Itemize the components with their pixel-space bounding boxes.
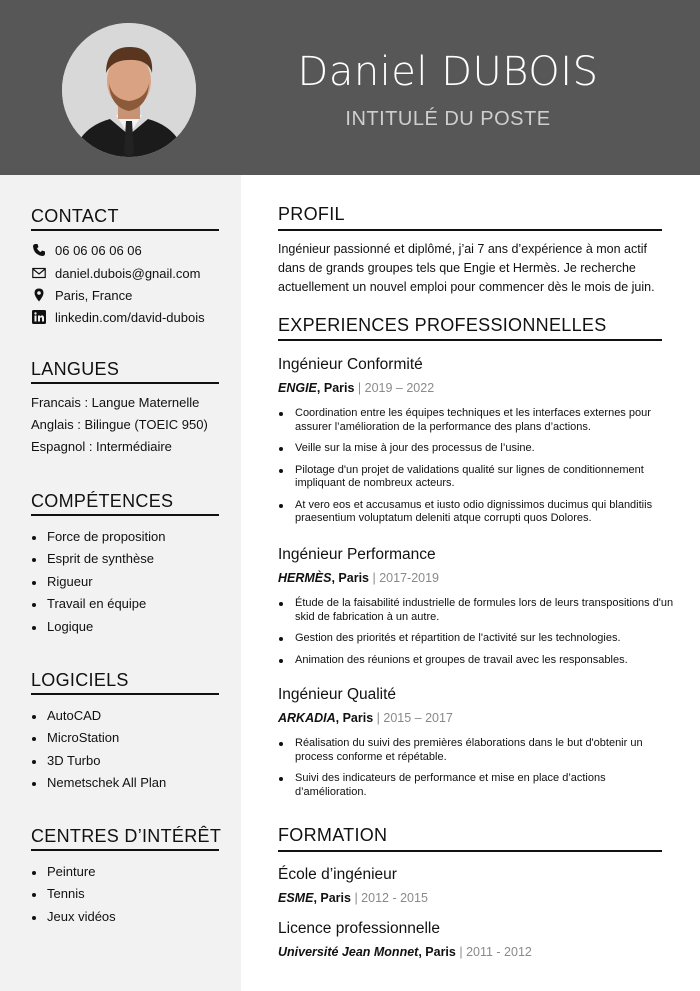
location-pin-icon	[32, 288, 46, 302]
meta-separator: |	[455, 945, 467, 959]
list-item: At vero eos et accusamus et iusto odio dignissimos ducimus qui blanditiis praesentium voluptatum deleniti atque corrupti quos Dolores.	[278, 499, 678, 526]
software-list	[31, 705, 166, 795]
experience-bullets	[278, 597, 678, 675]
experience-meta	[278, 571, 439, 585]
profil-heading: PROFIL	[278, 204, 345, 224]
mail-icon	[32, 266, 46, 280]
school-name: Université Jean Monnet	[278, 945, 419, 959]
list-item: Tennis	[31, 883, 116, 905]
company-city: , Paris	[316, 381, 355, 395]
experiences-heading: EXPERIENCES PROFESSIONNELLES	[278, 315, 607, 335]
interests-list	[31, 861, 116, 928]
experience-dates: 2017-2019	[379, 571, 439, 585]
experience-dates: 2015 – 2017	[383, 711, 453, 725]
meta-separator: |	[373, 711, 384, 725]
list-item: Suivi des indicateurs de performance et mise en place d’actions d’amélioration.	[278, 772, 678, 799]
formation-dates: 2012 - 2015	[361, 891, 428, 905]
list-item: AutoCAD	[31, 705, 166, 727]
language-item: Anglais : Bilingue (TOEIC 950)	[31, 417, 208, 432]
formation-title: École d’ingénieur	[278, 866, 397, 883]
school-name: ESME	[278, 891, 314, 905]
formation-meta	[278, 945, 532, 959]
company-name: ENGIE	[278, 381, 317, 395]
list-item: Travail en équipe	[31, 593, 166, 615]
company-city: , Paris	[331, 571, 370, 585]
experience-dates: 2019 – 2022	[364, 381, 435, 395]
competences-heading: COMPÉTENCES	[31, 491, 174, 511]
logiciels-heading: LOGICIELS	[31, 670, 129, 690]
company-name: HERMÈS	[278, 571, 332, 585]
profile-photo	[62, 23, 196, 157]
formation-heading: FORMATION	[278, 825, 388, 845]
list-item: Réalisation du suivi des premières élaborations dans le but d'obtenir un process conforme et répétable.	[278, 737, 678, 764]
list-item: Animation des réunions et groupes de travail avec les responsables.	[278, 654, 678, 668]
formation-rule	[278, 850, 662, 852]
experience-title: Ingénieur Performance	[278, 546, 436, 563]
job-title: INTITULÉ DU POSTE	[345, 108, 551, 130]
experience-title: Ingénieur Conformité	[278, 356, 423, 373]
list-item: Coordination entre les équipes techniques et les interfaces externes pour assurer l’amélioration de la performance des plans d’actions.	[278, 407, 678, 434]
list-item: Étude de la faisabilité industrielle de formules lors de leurs transpositions d'un skid de fabrication à un autre.	[278, 597, 678, 624]
contact-email	[32, 263, 200, 283]
contact-rule	[31, 229, 219, 231]
experience-title: Ingénieur Qualité	[278, 686, 397, 703]
formation-meta	[278, 891, 428, 905]
langues-heading: LANGUES	[31, 359, 120, 379]
skills-list	[31, 526, 166, 638]
list-item: Pilotage d'un projet de validations qualité sur lignes de conditionnement impliquant de nombreux acteurs.	[278, 464, 678, 491]
list-item: Gestion des priorités et répartition de l'activité sur les technologies.	[278, 632, 678, 646]
language-item: Espagnol : Intermédiaire	[31, 439, 172, 454]
profil-rule	[278, 229, 662, 231]
list-item: Peinture	[31, 861, 116, 883]
linkedin-text: linkedin.com/david-dubois	[55, 309, 205, 325]
meta-separator: |	[369, 571, 380, 585]
experience-meta	[278, 381, 434, 395]
experience-bullets	[278, 407, 678, 534]
email-text: daniel.dubois@gnail.com	[55, 265, 201, 281]
formation-dates: 2011 - 2012	[466, 945, 532, 959]
language-item: Francais : Langue Maternelle	[31, 395, 200, 410]
interets-heading: CENTRES D’INTÉRÊT	[31, 826, 222, 846]
phone-text: 06 06 06 06 06	[55, 242, 142, 258]
experiences-rule	[278, 339, 662, 341]
list-item: Veille sur la mise à jour des processus de l’usine.	[278, 442, 678, 456]
company-name: ARKADIA	[278, 711, 336, 725]
contact-location	[32, 285, 132, 305]
list-item: Logique	[31, 616, 166, 638]
location-text: Paris, France	[55, 287, 133, 303]
portrait-illustration	[62, 23, 196, 157]
contact-heading: CONTACT	[31, 206, 119, 226]
list-item: Force de proposition	[31, 526, 166, 548]
logiciels-rule	[31, 693, 219, 695]
school-city: , Paris	[418, 945, 456, 959]
langues-rule	[31, 382, 219, 384]
list-item: 3D Turbo	[31, 750, 166, 772]
profil-text: Ingénieur passionné et diplômé, j’ai 7 ans d’expérience à mon actif dans de grands groupes tels que Engie et Hermès. Je recherche actuellement un nouvel emploi pour commencer dès le mois de juin.	[278, 242, 655, 294]
competences-rule	[31, 514, 219, 516]
phone-icon	[32, 243, 46, 257]
experience-bullets	[278, 737, 678, 807]
meta-separator: |	[350, 891, 362, 905]
list-item: Nemetschek All Plan	[31, 772, 166, 794]
list-item: MicroStation	[31, 727, 166, 749]
contact-linkedin	[32, 307, 205, 327]
list-item: Rigueur	[31, 571, 166, 593]
candidate-name: Daniel DUBOIS	[297, 49, 599, 95]
school-city: , Paris	[313, 891, 351, 905]
linkedin-icon	[32, 310, 46, 324]
interets-rule	[31, 849, 219, 851]
company-city: , Paris	[335, 711, 374, 725]
list-item: Esprit de synthèse	[31, 548, 166, 570]
contact-phone	[32, 240, 142, 260]
list-item: Jeux vidéos	[31, 906, 116, 928]
experience-meta	[278, 711, 453, 725]
meta-separator: |	[354, 381, 365, 395]
header-banner	[0, 0, 700, 175]
formation-title: Licence professionnelle	[278, 920, 440, 937]
